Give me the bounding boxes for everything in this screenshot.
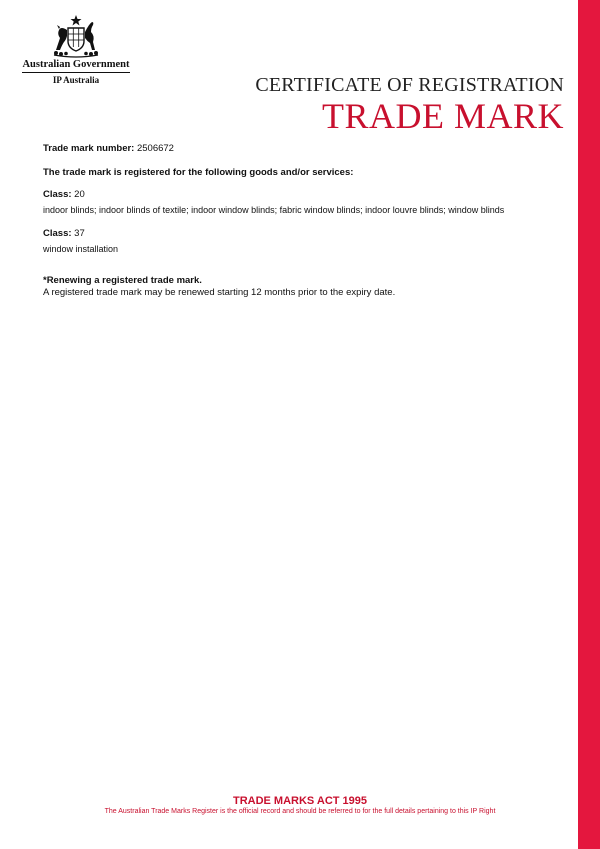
government-name: Australian Government: [22, 59, 130, 70]
trade-mark-number: [43, 143, 543, 155]
class-description: indoor blinds; indoor blinds of textile; indoor window blinds; fabric window blinds; indoor louvre blinds; window blinds: [43, 205, 505, 215]
class-description: window installation: [43, 244, 119, 254]
class-heading: [43, 189, 543, 201]
side-accent-bar: [578, 0, 600, 849]
document-type-title: TRADE MARK: [321, 96, 564, 136]
agency-name: IP Australia: [52, 75, 100, 85]
class-label: Class:: [43, 189, 72, 200]
certificate-title: CERTIFICATE OF REGISTRATION: [255, 74, 564, 96]
goods-services-intro: The trade mark is registered for the following goods and/or services:: [43, 167, 354, 178]
class-number: 37: [74, 228, 85, 239]
footer-register-note: The Australian Trade Marks Register is the official record and should be referred to for the full details pertaining to this IP Right: [104, 808, 496, 815]
footer-act-title: TRADE MARKS ACT 1995: [232, 795, 368, 807]
class-label: Class:: [43, 228, 72, 239]
class-heading: [43, 228, 543, 240]
logo-divider: [22, 72, 130, 73]
renewal-heading: *Renewing a registered trade mark.: [43, 275, 202, 286]
coat-of-arms-icon: [48, 14, 104, 58]
trade-mark-number-value: 2506672: [136, 143, 174, 154]
government-logo: [20, 14, 132, 85]
trade-mark-number-label: Trade mark number:: [43, 143, 135, 154]
certificate-body: [43, 143, 543, 299]
renewal-text: A registered trade mark may be renewed starting 12 months prior to the expiry date.: [43, 287, 396, 298]
class-number: 20: [74, 189, 85, 200]
